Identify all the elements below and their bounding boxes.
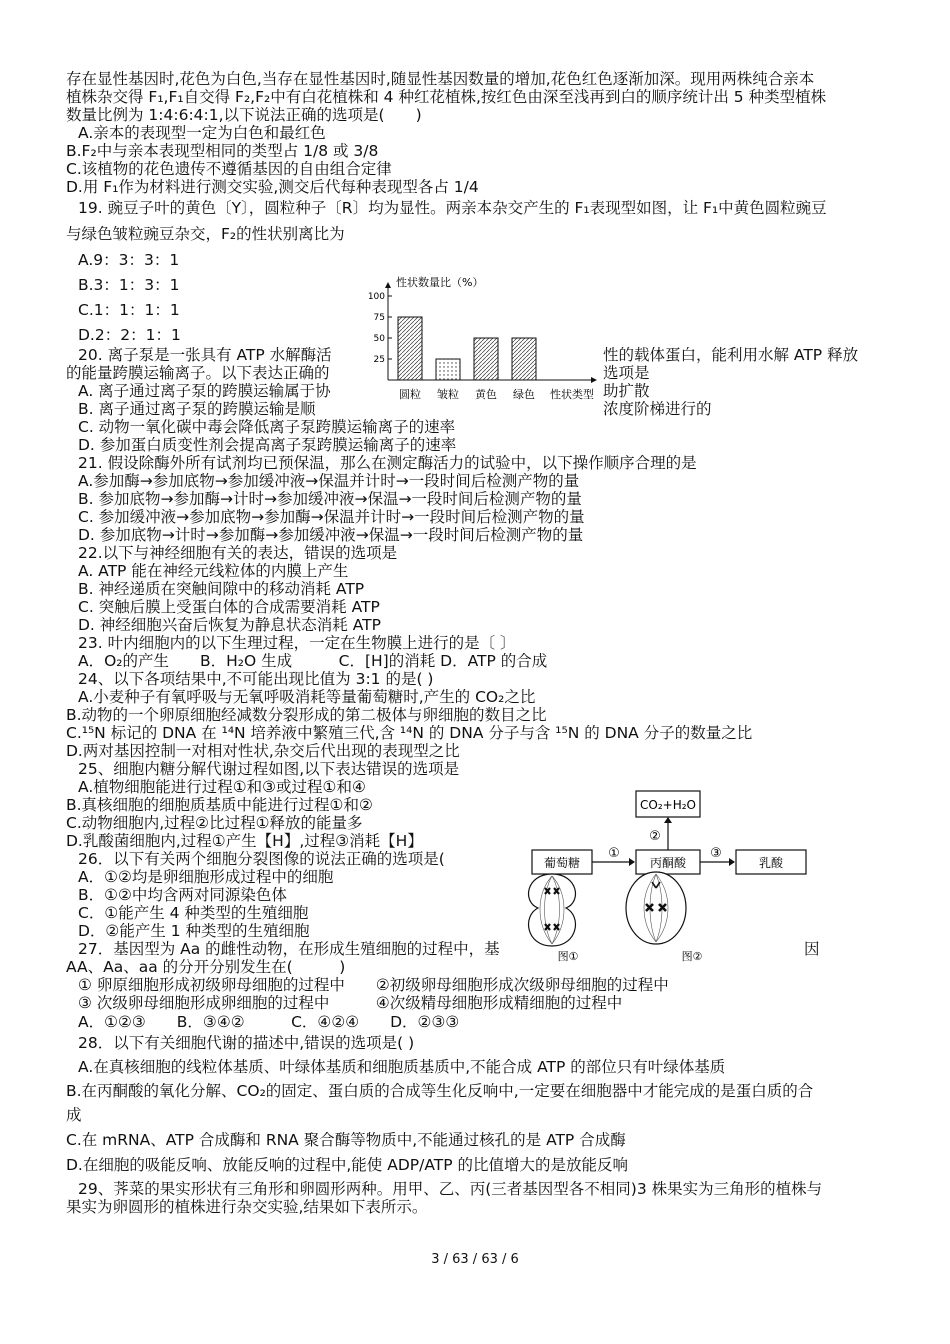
text-line: A．①②③ B．③④② C．④②④ D．②③③ [78,1013,460,1031]
text-line: D.在细胞的吸能反响、放能反响的过程中,能使 ADP/ATP 的比值增大的是放能反响 [66,1156,628,1174]
text-line: B.F₂中与亲本表现型相同的类型占 1/8 或 3/8 [66,142,379,160]
step-1-label: ① [608,846,620,861]
x-tick-label: 黄色 [475,388,497,401]
glucose-label: 葡萄糖 [543,856,581,870]
text-line: 成 [66,1106,82,1124]
bar [436,359,460,380]
bar [398,317,422,380]
option-line: A.9：3：3：1 [78,251,180,269]
text-line: B. 离子通过离子泵的跨膜运输是顺 [78,400,316,418]
option-line: B.3：1：3：1 [78,276,180,294]
text-line: D. 参加底物→计时→参加酶→参加缓冲液→保温→一段时间后检测产物的量 [78,526,584,544]
y-tick-label: 100 [367,292,385,302]
text-line: A.亲本的表现型一定为白色和最红色 [78,124,326,142]
text-line: B.真核细胞的细胞质基质中能进行过程①和② [66,796,373,814]
bar [512,338,536,380]
text-line: 28．以下有关细胞代谢的描述中,错误的选项是( ) [78,1034,415,1052]
text-line: 植株杂交得 F₁,F₁自交得 F₂,F₂中有白花植株和 4 种红花植株,按红色由深至浅再到白的顺序统计出 5 种类型植株 [66,88,827,106]
text-line: C. 动物一氧化碳中毒会降低离子泵跨膜运输离子的速率 [78,418,456,436]
text-line: AA、Aa、aa 的分开分别发生在( ) [66,958,346,976]
text-line: 26．以下有关两个细胞分裂图像的说法正确的选项是( [78,850,445,868]
trait-ratio-bar-chart [362,265,600,415]
text-line: A. ATP 能在神经元线粒体的内膜上产生 [78,562,349,580]
text-line: 选项是 [603,364,650,382]
text-line: D．②能产生 1 种类型的生殖细胞 [78,922,310,940]
text-line: 22.以下与神经细胞有关的表达，错误的选项是 [78,544,398,562]
y-tick-label: 25 [373,355,385,365]
text-line: D.用 F₁作为材料进行测交实验,测交后代每种表现型各占 1/4 [66,178,479,196]
cell-figure-2 [626,872,686,944]
step-2-label: ② [649,829,661,844]
text-line: A. 离子通过离子泵的跨膜运输属于协 [78,382,331,400]
figure-1-label: 图① [557,950,579,963]
lactate-label: 乳酸 [758,856,784,870]
y-tick-label: 50 [373,334,385,344]
text-line: 数量比例为 1:4:6:4:1,以下说法正确的选项是( ) [66,106,422,124]
step-3-label: ③ [710,846,722,861]
text-line: 与绿色皱粒豌豆杂交，F₂的性状别离比为 [66,225,345,243]
text-line: A.参加酶→参加底物→参加缓冲液→保温并计时→一段时间后检测产物的量 [78,472,580,490]
text-line: ① 卵原细胞形成初级卵母细胞的过程中 ②初级卵母细胞形成次级卵母细胞的过程中 [78,976,669,994]
chart-title: 性状数量比（%） [396,276,484,289]
text-line: 21. 假设除酶外所有试剂均已预保温，那么在测定酶活力的试验中，以下操作顺序合理的是 [78,454,697,472]
text-line: 浓度阶梯进行的 [603,400,712,418]
x-tick-label: 皱粒 [437,388,459,401]
text-line: C.¹⁵N 标记的 DNA 在 ¹⁴N 培养液中繁殖三代,含 ¹⁴N 的 DNA 分子与含 ¹⁵N 的 DNA 分子的数量之比 [66,724,753,742]
y-axis-arrow [385,282,391,288]
text-line: ③ 次级卵母细胞形成卵细胞的过程中 ④次级精母细胞形成精细胞的过程中 [78,994,623,1012]
text-line: C. 突触后膜上受蛋白体的合成需要消耗 ATP [78,598,380,616]
cell-figure-1 [529,874,576,946]
text-line: 助扩散 [603,382,650,400]
text-line: 性的载体蛋白，能利用水解 ATP 释放 [603,346,859,364]
text-line: D.两对基因控制一对相对性状,杂交后代出现的表现型之比 [66,742,460,760]
text-line: C. 参加缓冲液→参加底物→参加酶→保温并计时→一段时间后检测产物的量 [78,508,585,526]
text-line: 20. 离子泵是一张具有 ATP 水解酶活 [78,346,332,364]
page-footer: 3 / 63 / 63 / 6 [431,1252,519,1267]
text-line: 的能量跨膜运输离子。以下表达正确的 [66,364,330,382]
text-line: A.小麦种子有氧呼吸与无氧呼吸消耗等量葡萄糖时,产生的 CO₂之比 [78,688,536,706]
text-line: C.该植物的花色遗传不遵循基因的自由组合定律 [66,160,392,178]
text-line: B. 参加底物→参加酶→计时→参加缓冲液→保温→一段时间后检测产物的量 [78,490,582,508]
text-line: 25、细胞内糖分解代谢过程如图,以下表达错误的选项是 [78,760,460,778]
text-line: D. 神经细胞兴奋后恢复为静息状态消耗 ATP [78,616,381,634]
x-tick-label: 绿色 [513,388,535,401]
text-line: 因 [804,940,820,958]
text-line: D.乳酸菌细胞内,过程①产生【H】,过程③消耗【H】 [66,832,423,850]
text-line: 24、以下各项结果中,不可能出现比值为 3:1 的是( ) [78,670,434,688]
text-line: B.动物的一个卵原细胞经减数分裂形成的第二极体与卵细胞的数目之比 [66,706,547,724]
text-line: B．①②中均含两对同源染色体 [78,886,287,904]
text-line: C.动物细胞内,过程②比过程①释放的能量多 [66,814,363,832]
text-line: 27．基因型为 Aa 的雌性动物，在形成生殖细胞的过程中，基 [78,940,500,958]
bar [474,338,498,380]
text-line: 存在显性基因时,花色为白色,当存在显性基因时,随显性基因数量的增加,花色红色逐渐加深。现用两株纯合亲本 [66,70,815,88]
text-line: D. 参加蛋白质变性剂会提高离子泵跨膜运输离子的速率 [78,436,457,454]
text-line: C．①能产生 4 种类型的生殖细胞 [78,904,309,922]
x-axis-label: 性状类型 [550,388,594,401]
x-axis-arrow [591,377,597,383]
pyruvate-label: 丙酮酸 [649,856,687,870]
text-line: B.在丙酮酸的氧化分解、CO₂的固定、蛋白质的合成等生化反响中,一定要在细胞器中才能完成的是蛋白质的合 [66,1082,814,1100]
text-line: B. 神经递质在突触间隙中的移动消耗 ATP [78,580,365,598]
text-line: C.在 mRNA、ATP 合成酶和 RNA 聚合酶等物质中,不能通过核孔的是 ATP 合成酶 [66,1131,626,1149]
y-tick-label: 75 [373,313,385,323]
text-line: A．O₂的产生 B．H₂O 生成 C．[H]的消耗 D．ATP 的合成 [78,652,548,670]
text-line: A．①②均是卵细胞形成过程中的细胞 [78,868,334,886]
text-line: 23. 叶内细胞内的以下生理过程，一定在生物膜上进行的是〔 〕 [78,634,516,652]
figure-2-label: 图② [681,950,703,963]
text-line: A.植物细胞能进行过程①和③或过程①和④ [78,778,366,796]
text-line: 19. 豌豆子叶的黄色〔Y〕，圆粒种子〔R〕均为显性。两亲本杂交产生的 F₁表现型如图，让 F₁中黄色圆粒豌豆 [78,199,827,217]
co2-h2o-label: CO₂+H₂O [640,798,696,812]
x-tick-label: 圆粒 [399,388,421,401]
cell-division-figures [516,864,742,964]
text-line: 果实为卵圆形的植株进行杂交实验,结果如下表所示。 [66,1198,428,1216]
text-line: A.在真核细胞的线粒体基质、叶绿体基质和细胞质基质中,不能合成 ATP 的部位只有叶绿体基质 [78,1058,726,1076]
option-line: D.2：2：1：1 [78,326,181,344]
option-line: C.1：1：1：1 [78,301,180,319]
text-line: 29、荠菜的果实形状有三角形和卵圆形两种。用甲、乙、丙(三者基因型各不相同)3 株果实为三角形的植株与 [78,1180,823,1198]
